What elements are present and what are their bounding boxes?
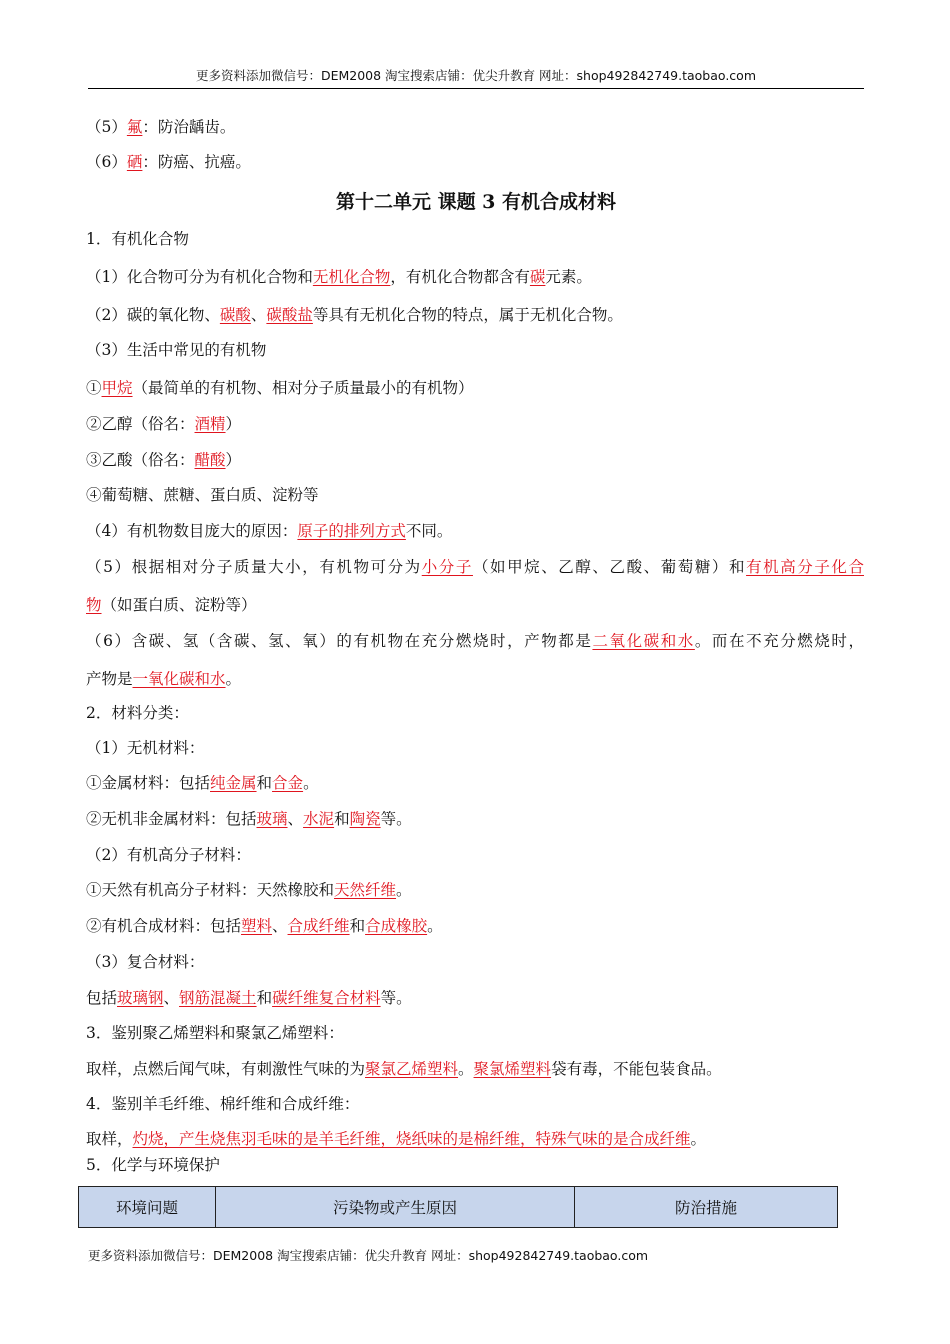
table-header-cell: 防治措施 <box>575 1187 838 1228</box>
environment-table <box>78 1186 838 1228</box>
paragraph: 取样，点燃后闻气味，有刺激性气味的为聚氯乙烯塑料。聚氯烯塑料袋有毒，不能包装食品。 <box>86 1060 722 1078</box>
list-item: ①甲烷（最简单的有机物、相对分子质量最小的有机物） <box>86 379 474 397</box>
paragraph: （1）化合物可分为有机化合物和无机化合物，有机化合物都含有碳元素。 <box>86 268 592 286</box>
section-heading-5: 5．化学与环境保护 <box>86 1156 220 1174</box>
paragraph: （4）有机物数目庞大的原因：原子的排列方式不同。 <box>86 522 453 540</box>
page-footer: 更多资料添加微信号：DEM2008 淘宝搜索店铺：优尖升教育 网址：shop492842749.taobao.com <box>88 1248 649 1263</box>
paragraph-continued: 物（如蛋白质、淀粉等） <box>86 596 257 614</box>
paragraph: （5）根据相对分子质量大小，有机物可分为小分子（如甲烷、乙醇、乙酸、葡萄糖）和有机高分子化合 <box>86 558 864 576</box>
section-heading-3: 3．鉴别聚乙烯塑料和聚氯乙烯塑料： <box>86 1024 344 1042</box>
list-item: ②有机合成材料：包括塑料、合成纤维和合成橡胶。 <box>86 917 443 935</box>
paragraph: （3）生活中常见的有机物 <box>86 341 267 359</box>
paragraph: （3）复合材料： <box>86 953 205 971</box>
section-heading-2: 2．材料分类： <box>86 704 189 722</box>
list-item: ③乙酸（俗名：醋酸） <box>86 451 242 469</box>
section-heading-1: 1．有机化合物 <box>86 230 189 248</box>
trace-element-fluorine: （5）氟：防治龋齿。 <box>86 118 236 136</box>
trace-element-selenium: （6）硒：防癌、抗癌。 <box>86 153 251 171</box>
paragraph: （2）有机高分子材料： <box>86 846 251 864</box>
list-item: ④葡萄糖、蔗糖、蛋白质、淀粉等 <box>86 486 319 504</box>
table-header-cell: 环境问题 <box>79 1187 216 1228</box>
page-header: 更多资料添加微信号：DEM2008 淘宝搜索店铺：优尖升教育 网址：shop492842749.taobao.com <box>88 66 864 89</box>
table-header-row <box>79 1187 838 1228</box>
paragraph: 包括玻璃钢、钢筋混凝土和碳纤维复合材料等。 <box>86 989 412 1007</box>
paragraph: （1）无机材料： <box>86 739 205 757</box>
list-item: ①天然有机高分子材料：天然橡胶和天然纤维。 <box>86 881 412 899</box>
section-heading-4: 4．鉴别羊毛纤维、棉纤维和合成纤维： <box>86 1095 360 1113</box>
paragraph: （2）碳的氧化物、碳酸、碳酸盐等具有无机化合物的特点，属于无机化合物。 <box>86 306 623 324</box>
list-item: ①金属材料：包括纯金属和合金。 <box>86 774 319 792</box>
table-header-cell: 污染物或产生原因 <box>216 1187 575 1228</box>
page-title: 第十二单元 课题 3 有机合成材料 <box>335 191 617 213</box>
paragraph: （6）含碳、氢（含碳、氢、氧）的有机物在充分燃烧时，产物都是二氧化碳和水。而在不充分燃烧时， <box>86 632 864 650</box>
list-item: ②无机非金属材料：包括玻璃、水泥和陶瓷等。 <box>86 810 412 828</box>
paragraph-continued: 产物是一氧化碳和水。 <box>86 670 242 688</box>
paragraph: 取样，灼烧，产生烧焦羽毛味的是羊毛纤维，烧纸味的是棉纤维，特殊气味的是合成纤维。 <box>86 1130 707 1148</box>
list-item: ②乙醇（俗名：酒精） <box>86 415 242 433</box>
